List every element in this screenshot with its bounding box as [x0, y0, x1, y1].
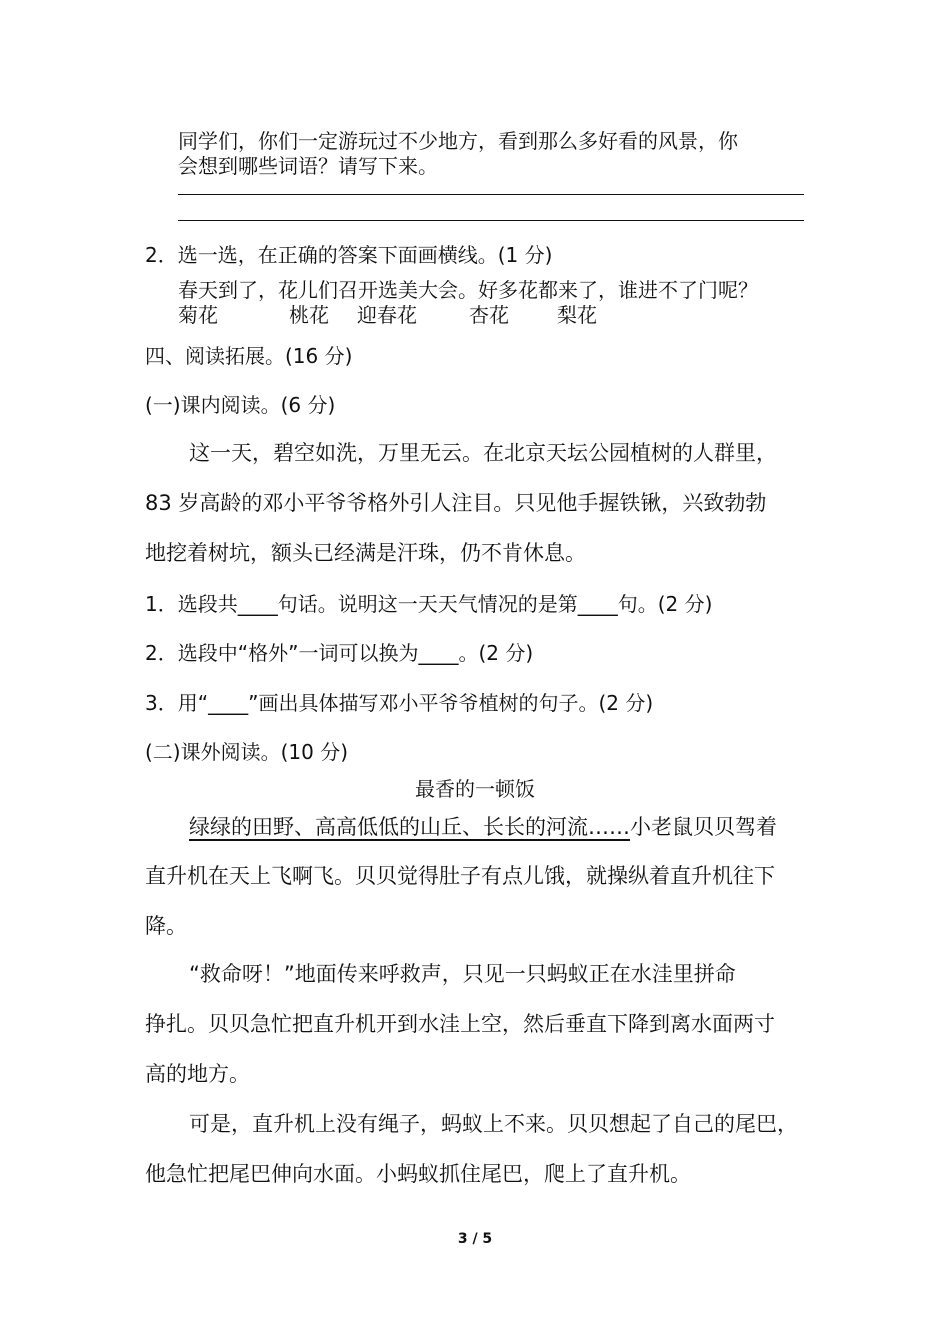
- option-5[interactable]: 梨花: [557, 303, 597, 327]
- question-2: 2．选段中“格外”一词可以换为____。(2 分): [145, 641, 534, 665]
- underlined-phrase: 绿绿的田野、高高低低的山丘、长长的河流……: [189, 815, 630, 839]
- option-2[interactable]: 桃花: [289, 303, 329, 327]
- passage1-line-3: 地挖着树坑，额头已经满是汗珠，仍不肯休息。: [145, 541, 586, 565]
- q2-options: [178, 299, 597, 328]
- passage1-line-1: 这一天，碧空如洗，万里无云。在北京天坛公园植树的人群里，: [189, 441, 777, 465]
- option-3[interactable]: 迎春花: [357, 303, 417, 327]
- story-p3-line-2: 他急忙把尾巴伸向水面。小蚂蚁抓住尾巴，爬上了直升机。: [145, 1162, 691, 1186]
- story-p2-line-1: “救命呀！”地面传来呼救声，只见一只蚂蚁正在水洼里拼命: [189, 962, 736, 986]
- question-3: 3．用“____”画出具体描写邓小平爷爷植树的句子。(2 分): [145, 691, 654, 715]
- story-p2-line-2: 挣扎。贝贝急忙把直升机开到水洼上空，然后垂直下降到离水面两寸: [145, 1012, 775, 1036]
- story-p1-line-3: 降。: [145, 914, 187, 938]
- section4-title: 四、阅读拓展。(16 分): [145, 344, 353, 368]
- story-p1-line-2: 直升机在天上飞啊飞。贝贝觉得肚子有点儿饿，就操纵着直升机往下: [145, 864, 775, 888]
- part2-title: (二)课外阅读。(10 分): [145, 740, 349, 764]
- p1-rest: 小老鼠贝贝驾着: [630, 815, 777, 839]
- q2-title: 2．选一选，在正确的答案下面画横线。(1 分): [145, 243, 553, 267]
- story-p3-line-1: 可是，直升机上没有绳子，蚂蚁上不来。贝贝想起了自己的尾巴，: [189, 1112, 798, 1136]
- intro-line-2: 会想到哪些词语？请写下来。: [178, 154, 438, 178]
- part1-title: (一)课内阅读。(6 分): [145, 393, 336, 417]
- q2-text: 春天到了，花儿们召开选美大会。好多花都来了，谁进不了门呢？: [178, 278, 758, 302]
- passage1-line-2: 83 岁高龄的邓小平爷爷格外引人注目。只见他手握铁锹，兴致勃勃: [145, 491, 767, 515]
- answer-line-1: [178, 194, 804, 195]
- option-1[interactable]: 菊花: [178, 303, 218, 327]
- story-p1-line-1: [189, 811, 777, 841]
- question-1: 1．选段共____句话。说明这一天天气情况的是第____句。(2 分): [145, 592, 713, 616]
- answer-line-2: [178, 220, 804, 221]
- intro-line-1: 同学们，你们一定游玩过不少地方，看到那么多好看的风景，你: [178, 129, 738, 153]
- story-title: 最香的一顿饭: [415, 777, 535, 801]
- story-p2-line-3: 高的地方。: [145, 1062, 250, 1086]
- option-4[interactable]: 杏花: [469, 303, 509, 327]
- page-number: 3 / 5: [457, 1231, 493, 1247]
